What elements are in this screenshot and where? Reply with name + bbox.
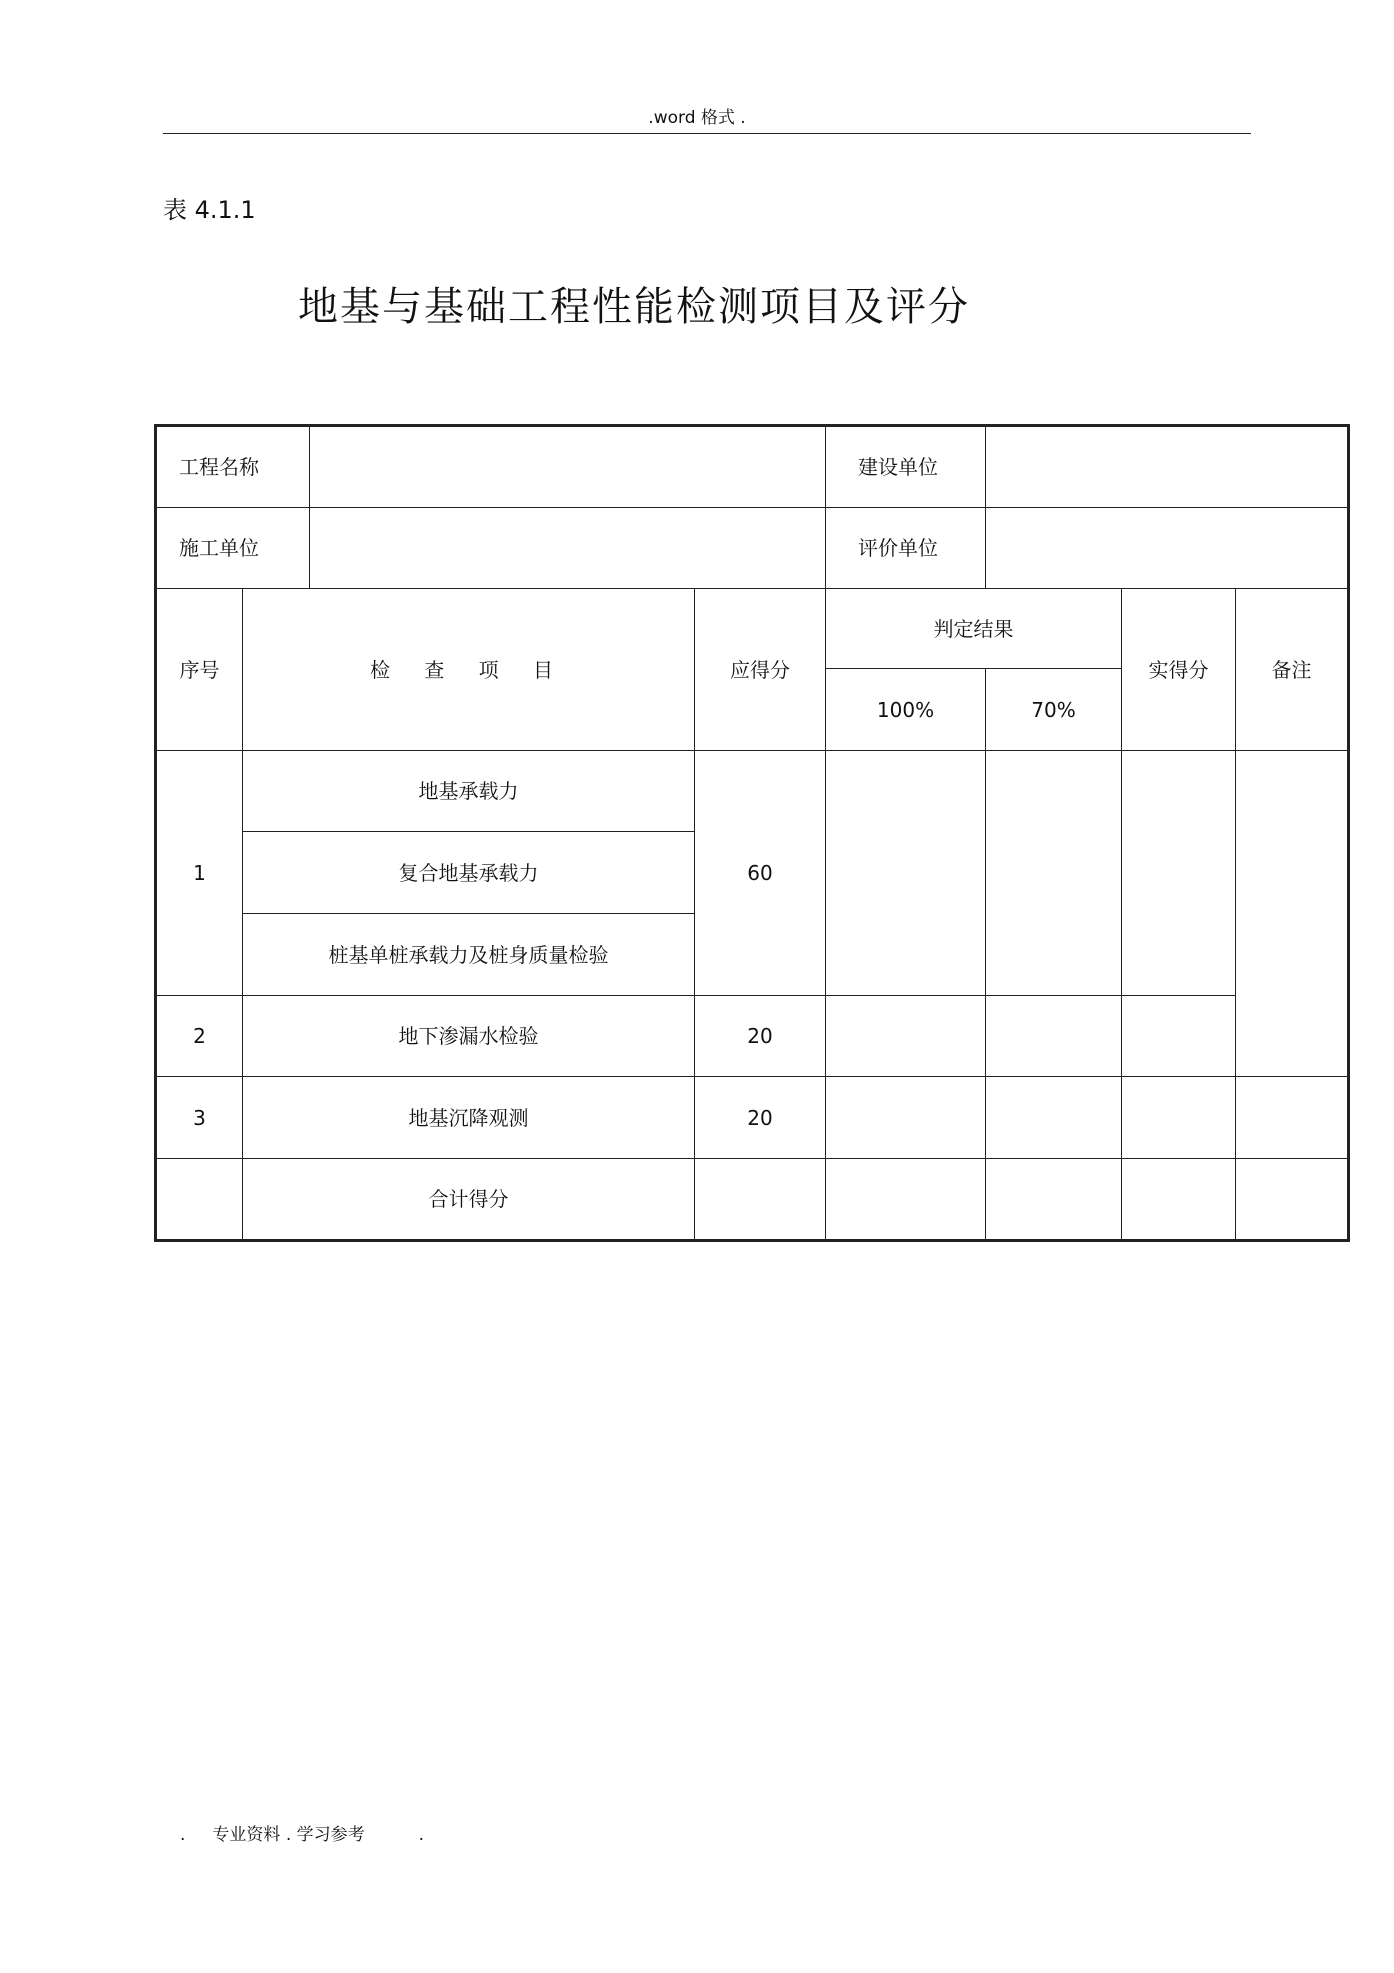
total-pct70-cell[interactable] [986, 1159, 1122, 1241]
row3-pct100-cell[interactable] [826, 1077, 986, 1159]
col-item-header: 检 查 项 目 [243, 589, 695, 751]
table-row [156, 751, 1349, 832]
row3-seq: 3 [156, 1077, 243, 1159]
row1-item-c: 桩基单桩承载力及桩身质量检验 [243, 914, 695, 996]
table-row [156, 1077, 1349, 1159]
remark-cell-b[interactable] [1236, 1077, 1349, 1159]
row1-seq: 1 [156, 751, 243, 996]
row1-pct100-cell[interactable] [826, 751, 986, 996]
col-seq-header: 序号 [156, 589, 243, 751]
table-row [156, 996, 1349, 1077]
row1-item-b: 复合地基承载力 [243, 832, 695, 914]
row2-pct70-cell[interactable] [986, 996, 1122, 1077]
col-actual-header: 实得分 [1122, 589, 1236, 751]
row2-seq: 2 [156, 996, 243, 1077]
project-name-cell[interactable] [310, 426, 826, 508]
evaluation-table [154, 424, 1350, 1242]
column-header-row-1 [156, 589, 1349, 669]
contractor-label: 施工单位 [156, 508, 310, 589]
col-remark-header: 备注 [1236, 589, 1349, 751]
col-due-header: 应得分 [695, 589, 826, 751]
row3-actual-cell[interactable] [1122, 1077, 1236, 1159]
header-rule [163, 133, 1251, 134]
table-number: 表 4.1.1 [163, 196, 256, 224]
row1-item-a: 地基承载力 [243, 751, 695, 832]
row1-actual-cell[interactable] [1122, 751, 1236, 996]
row2-pct100-cell[interactable] [826, 996, 986, 1077]
total-remark-cell[interactable] [1236, 1159, 1349, 1241]
document-title: 地基与基础工程性能检测项目及评分 [298, 284, 970, 330]
col-result-header: 判定结果 [826, 589, 1122, 669]
builder-cell[interactable] [986, 426, 1349, 508]
evaluator-cell[interactable] [986, 508, 1349, 589]
total-row [156, 1159, 1349, 1241]
row2-actual-cell[interactable] [1122, 996, 1236, 1077]
info-row-1 [156, 426, 1349, 508]
total-label: 合计得分 [243, 1159, 695, 1241]
contractor-cell[interactable] [310, 508, 826, 589]
total-pct100-cell[interactable] [826, 1159, 986, 1241]
col-pct100-header: 100% [826, 669, 986, 751]
row3-item: 地基沉降观测 [243, 1077, 695, 1159]
info-row-2 [156, 508, 1349, 589]
total-actual-cell[interactable] [1122, 1159, 1236, 1241]
builder-label: 建设单位 [826, 426, 986, 508]
row3-due: 20 [695, 1077, 826, 1159]
project-name-label: 工程名称 [156, 426, 310, 508]
row3-pct70-cell[interactable] [986, 1077, 1122, 1159]
remark-cell-a[interactable] [1236, 751, 1349, 1077]
evaluator-label: 评价单位 [826, 508, 986, 589]
total-due-cell[interactable] [695, 1159, 826, 1241]
row1-pct70-cell[interactable] [986, 751, 1122, 996]
col-pct70-header: 70% [986, 669, 1122, 751]
row1-due: 60 [695, 751, 826, 996]
total-seq-cell [156, 1159, 243, 1241]
page-footer: . 专业资料 . 学习参考 . [180, 1825, 425, 1845]
row2-item: 地下渗漏水检验 [243, 996, 695, 1077]
page-header: .word 格式 . [648, 108, 746, 128]
row2-due: 20 [695, 996, 826, 1077]
